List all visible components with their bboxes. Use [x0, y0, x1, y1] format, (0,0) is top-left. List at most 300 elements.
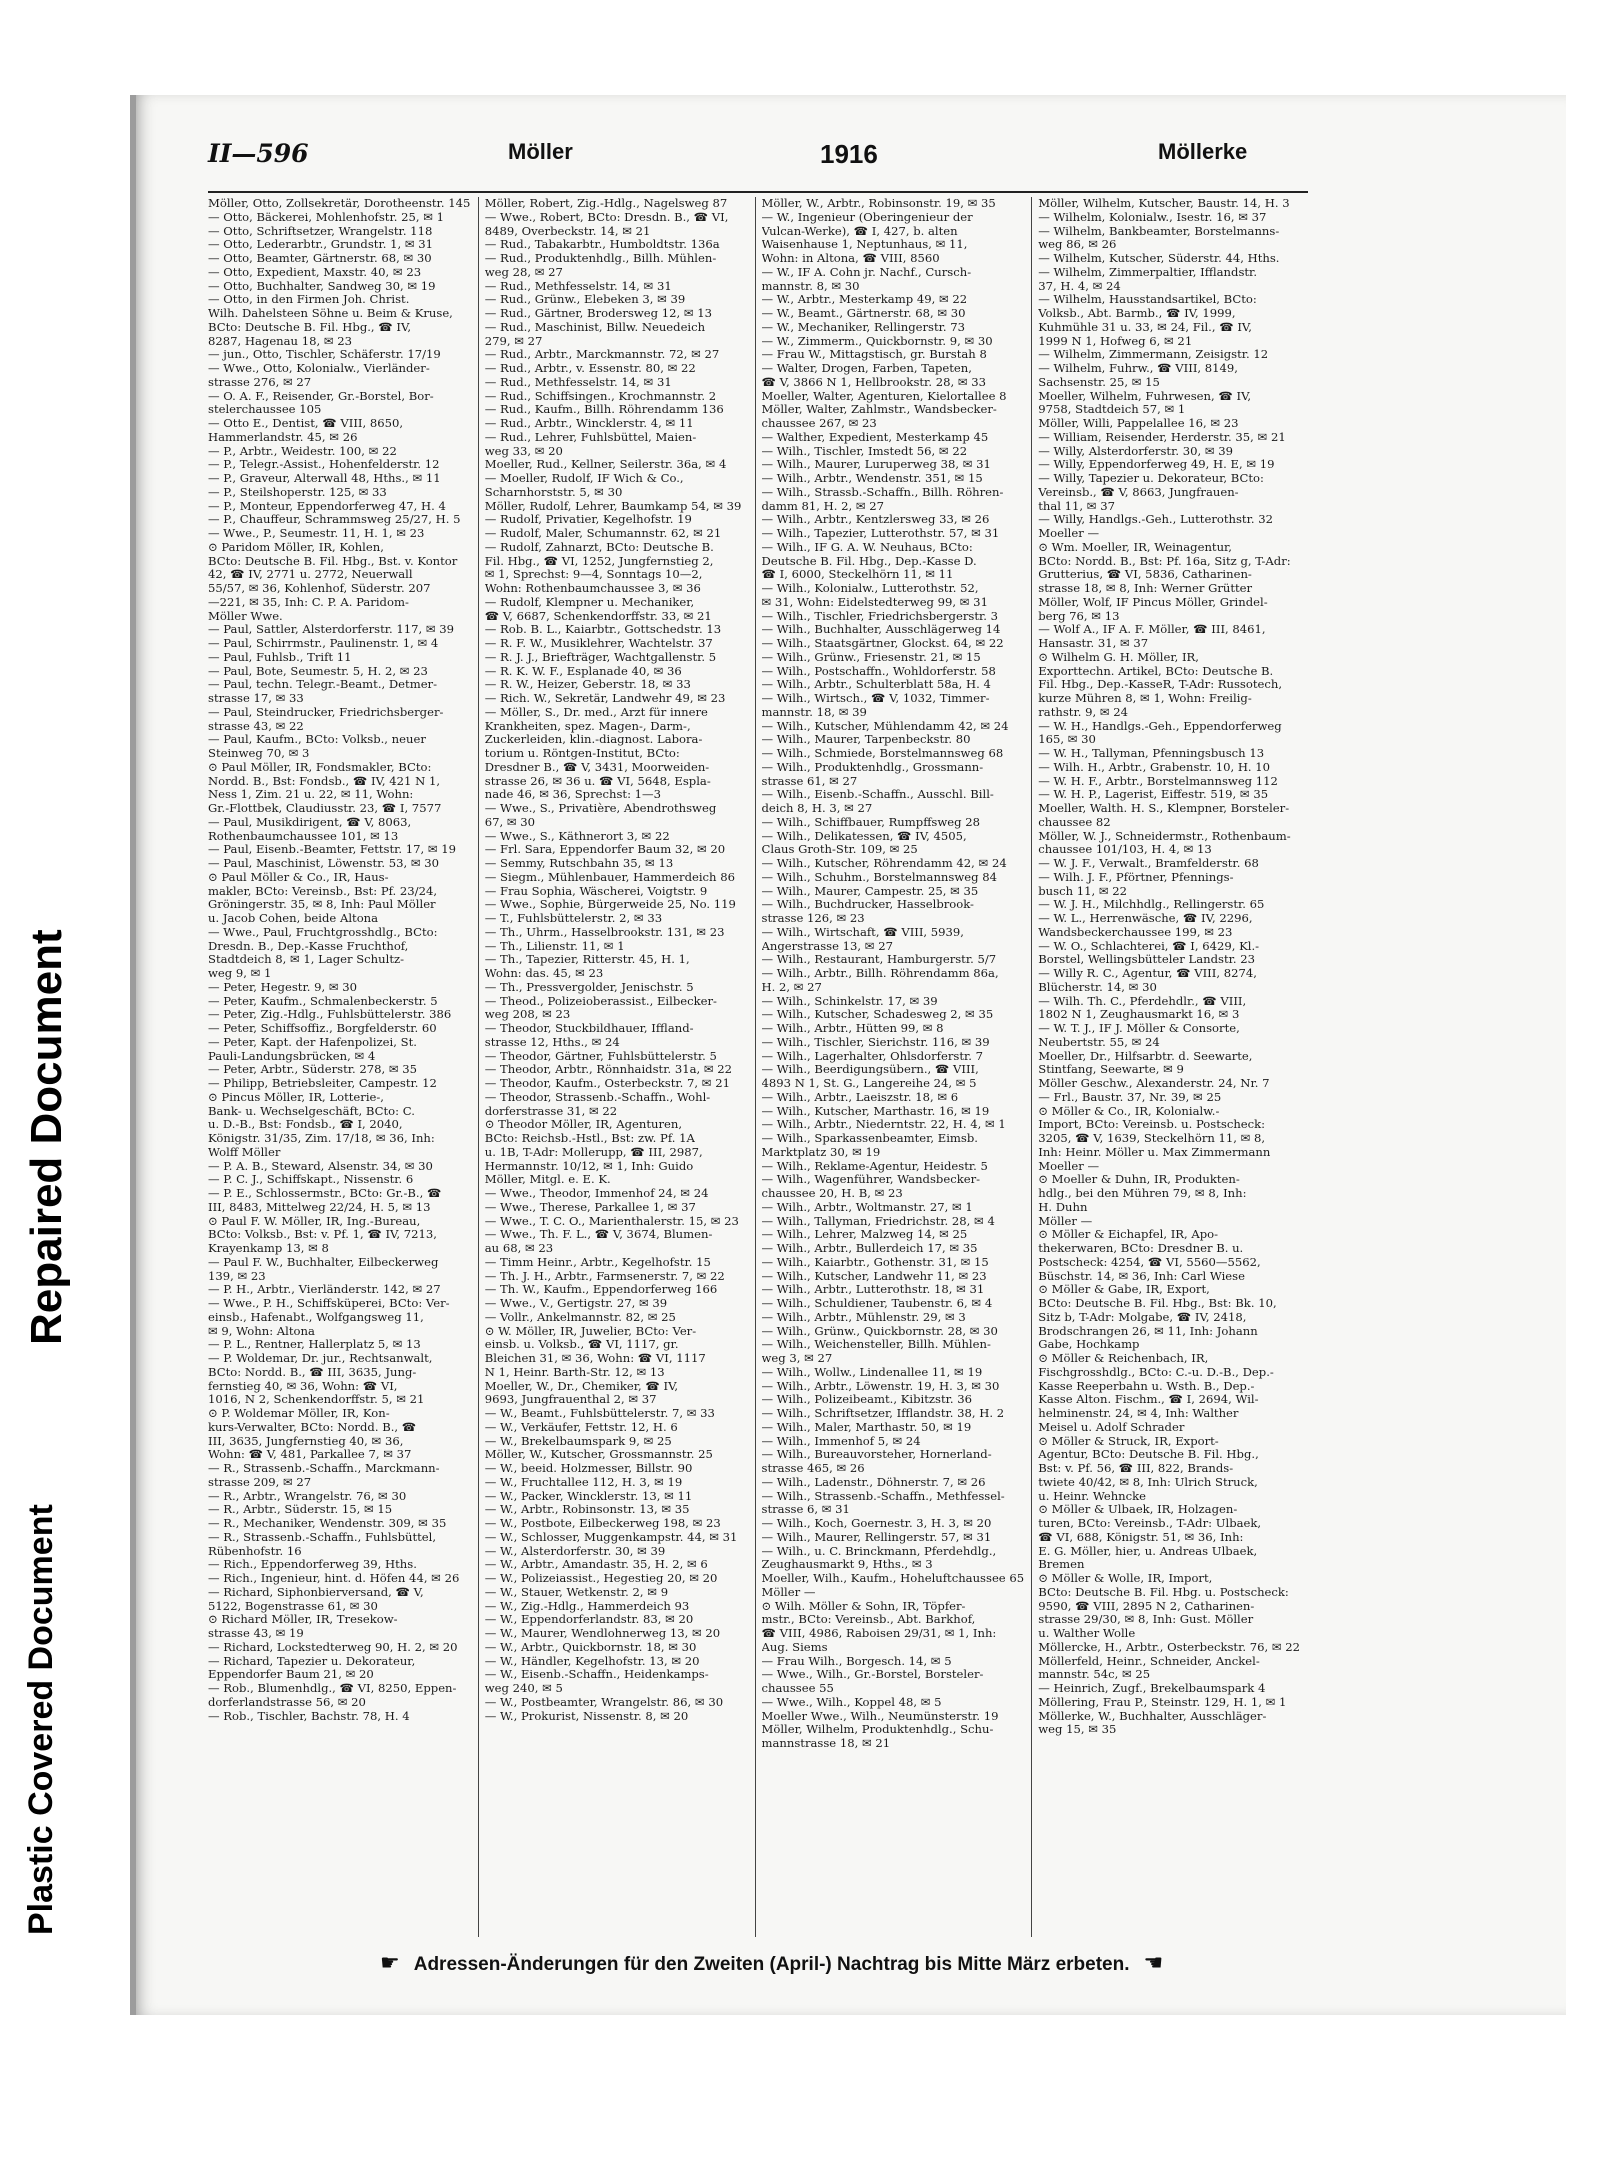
directory-entry: ⊙ Richard Möller, IR, Tresekow-	[208, 1612, 398, 1627]
directory-entry: — Wilh., Strassb.-Schaffn., Billh. Röhren-	[761, 484, 1004, 499]
directory-entry: ⊙ Paul Möller & Co., IR, Haus-	[208, 869, 389, 884]
directory-entry: Moeller, Dr., Hilfsarbtr. d. Seewarte,	[1038, 1048, 1253, 1063]
directory-entry: — Wwe., Th. F. L., ☎ V, 3674, Blumen-	[484, 1227, 713, 1242]
directory-entry: chaussee 267, ✉ 23	[761, 416, 877, 430]
directory-entry: Möller, Wolf, IF Pincus Möller, Grindel-	[1038, 594, 1268, 609]
left-running-head: Möller	[508, 139, 573, 164]
directory-entry: — Rud., Produktenhdlg., Billh. Mühlen-	[484, 251, 717, 265]
directory-entry: Möller Geschw., Alexanderstr. 24, Nr. 7	[1038, 1076, 1270, 1090]
directory-entry: ⊙ Theodor Möller, IR, Agenturen,	[484, 1117, 683, 1132]
directory-entry: — Wilhelm, Bankbeamter, Borstelmanns-	[1038, 223, 1280, 238]
directory-entry: — P. A. B., Steward, Alsenstr. 34, ✉ 30	[208, 1158, 433, 1173]
directory-entry: — Otto, Buchhalter, Sandweg 30, ✉ 19	[208, 278, 436, 293]
directory-entry: — Wilh., Kaiarbtr., Gothenstr. 31, ✉ 15	[761, 1254, 989, 1269]
directory-entry: — Willy R. C., Agentur, ☎ VIII, 8274,	[1038, 966, 1257, 980]
directory-entry: twiete 40/42, ✉ 8, Inh: Ulrich Struck,	[1038, 1474, 1258, 1489]
directory-entry: Gröningerstr. 35, ✉ 8, Inh: Paul Möller	[208, 897, 436, 912]
directory-entry: Grutterius, ☎ VI, 5836, Catharinen-	[1038, 567, 1252, 582]
directory-entry: ☎ V, 6687, Schenkendorffstr. 33, ✉ 21	[484, 608, 712, 623]
directory-entry: BCto: Nordd. B., Bst: Pf. 16a, Sitz g, T-Adr:	[1038, 553, 1291, 568]
directory-entry: — Wilh., Arbtr., Woltmanstr. 27, ✉ 1	[761, 1199, 973, 1214]
directory-entry: hdlg., bei den Mühren 79, ✉ 8, Inh:	[1038, 1186, 1247, 1200]
directory-entry: — P. E., Schlossermstr., BCto: Gr.-B., ☎	[208, 1186, 442, 1200]
directory-entry: — W. L., Herrenwäsche, ☎ IV, 2296,	[1038, 911, 1253, 925]
directory-entry: — W., Händler, Kegelhofstr. 13, ✉ 20	[484, 1653, 700, 1668]
directory-entry: mannstr. 8, ✉ 30	[761, 278, 860, 293]
directory-entry: kurze Mühren 8, ✉ 1, Wohn: Freilig-	[1038, 691, 1252, 705]
directory-entry: weg 208, ✉ 23	[484, 1007, 571, 1022]
directory-entry: Krankheiten, spez. Magen-, Darm-,	[484, 718, 691, 733]
directory-entry: — Wilh., Lagerhalter, Ohlsdorferstr. 7	[761, 1048, 984, 1063]
directory-entry: Rübenhofstr. 16	[208, 1543, 302, 1558]
directory-entry: — Wilh., Maurer, Tarpenbeckstr. 80	[761, 732, 971, 747]
directory-entry: 1016, N 2, Schenkendorffstr. 5, ✉ 21	[208, 1392, 425, 1407]
directory-entry: — W., Packer, Wincklerstr. 13, ✉ 11	[484, 1488, 693, 1503]
directory-entry: — W. H. F., Arbtr., Borstelmannsweg 112	[1038, 773, 1278, 788]
directory-entry: — Wilh., Schuldiener, Taubenstr. 6, ✉ 4	[761, 1296, 993, 1310]
directory-entry: — Peter, Hegestr. 9, ✉ 30	[208, 979, 357, 994]
directory-entry: ⊙ Möller & Reichenbach, IR,	[1038, 1351, 1209, 1365]
directory-entry: — Wilh., Arbtr., Hütten 99, ✉ 8	[761, 1021, 944, 1035]
directory-entry: Eppendorfer Baum 21, ✉ 20	[208, 1667, 374, 1682]
directory-entry: BCto: Reichsb.-Hstl., Bst: zw. Pf. 1A	[484, 1131, 695, 1145]
directory-entry: 3205, ☎ V, 1639, Steckelhörn 11, ✉ 8,	[1038, 1131, 1266, 1145]
directory-entry: Moeller —	[1038, 1158, 1100, 1173]
directory-entry: Waisenhause 1, Neptunhaus, ✉ 11,	[761, 237, 968, 252]
directory-entry: — Walther, Expedient, Mesterkamp 45	[761, 429, 989, 444]
directory-entry: — Wilh., Tapezier, Lutterothstr. 57, ✉ 31	[761, 526, 1000, 540]
directory-entry: Nordd. B., Bst: Fondsb., ☎ IV, 421 N 1,	[208, 773, 441, 788]
directory-entry: — Rich., Eppendorferweg 39, Hths.	[208, 1557, 417, 1572]
directory-entry: Möller, W., Kutscher, Grossmannstr. 25	[484, 1447, 713, 1462]
directory-entry: ⊙ Paridom Möller, IR, Kohlen,	[208, 539, 384, 554]
plastic-covered-label: Plastic Covered Document	[22, 1504, 60, 1935]
directory-entry: — Otto E., Dentist, ☎ VIII, 8650,	[208, 416, 404, 430]
directory-entry: ⊙ Paul Möller, IR, Fondsmakler, BCto:	[208, 759, 432, 774]
directory-entry: H. 2, ✉ 27	[761, 979, 822, 994]
directory-entry: — Wilh., Lehrer, Malzweg 14, ✉ 25	[761, 1227, 968, 1242]
directory-column-1	[208, 197, 479, 1937]
directory-entry: — Otto, Beamter, Gärtnerstr. 68, ✉ 30	[208, 251, 432, 265]
directory-entry: — Wwe., P., Seumestr. 11, H. 1, ✉ 23	[208, 526, 425, 540]
directory-entry: — Wilh., Arbtr., Löwenstr. 19, H. 3, ✉ 30	[761, 1378, 1000, 1393]
directory-entry: ⊙ W. Möller, IR, Juwelier, BCto: Ver-	[484, 1323, 697, 1338]
directory-entry: — Wwe., Otto, Kolonialw., Vierländer-	[208, 361, 430, 375]
directory-entry: BCto: Deutsche B. Fil. Hbg., Bst. v. Kontor	[208, 553, 458, 568]
directory-entry: u. D.-B., Bst: Fondsb., ☎ I, 2040,	[208, 1117, 403, 1132]
directory-entry: ✉ 31, Wohn: Eidelstedterweg 99, ✉ 31	[761, 594, 988, 609]
directory-entry: Wohn: ☎ V, 481, Parkallee 7, ✉ 37	[208, 1447, 412, 1462]
directory-entry: — Wilh., Weichensteller, Billh. Mühlen-	[761, 1337, 991, 1352]
directory-entry: — Wilh., IF G. A. W. Neuhaus, BCto:	[761, 539, 973, 554]
directory-entry: — R. J. J., Briefträger, Wachtgallenstr. 5	[484, 649, 717, 664]
directory-entry: — Th. W., Kaufm., Eppendorferweg 166	[484, 1282, 718, 1297]
directory-entry: strasse 26, ✉ 36 u. ☎ VI, 5648, Espla-	[484, 773, 711, 788]
directory-entry: — Wilh., Kolonialw., Lutterothstr. 52,	[761, 581, 979, 595]
directory-entry: BCto: Volksb., Bst: v. Pf. 1, ☎ IV, 7213,	[208, 1227, 437, 1242]
directory-entry: — Wilh., Kutscher, Mühlendamm 42, ✉ 24	[761, 718, 1009, 733]
directory-entry: 5122, Bogenstrasse 61, ✉ 30	[208, 1598, 378, 1613]
directory-entry: Import, BCto: Vereinsb. u. Postscheck:	[1038, 1117, 1266, 1132]
directory-entry: — Wilh., Sparkassenbeamter, Eimsb.	[761, 1131, 978, 1145]
directory-entry: — Th. J. H., Arbtr., Farmsenerstr. 7, ✉ 22	[484, 1268, 725, 1283]
directory-entry: Dresdner B., ☎ V, 3431, Moorweiden-	[484, 759, 710, 774]
directory-entry: — Rud., Grünw., Elebeken 3, ✉ 39	[484, 292, 686, 307]
directory-entry: BCto: Deutsche B. Fil. Hbg. u. Postscheck:	[1038, 1584, 1289, 1599]
directory-entry: — W., Fruchtallee 112, H. 3, ✉ 19	[484, 1474, 683, 1489]
directory-entry: — W., Brekelbaumspark 9, ✉ 25	[484, 1433, 672, 1448]
directory-entry: Büschstr. 14, ✉ 36, Inh: Carl Wiese	[1038, 1268, 1245, 1283]
directory-entry: stelerchaussee 105	[208, 402, 322, 417]
directory-entry: — R. F. W., Musiklehrer, Wachtelstr. 37	[484, 636, 713, 650]
directory-entry: — Philipp, Betriebsleiter, Campestr. 12	[208, 1076, 437, 1090]
directory-entry: — Wilh., Wagenführer, Wandsbecker-	[761, 1172, 981, 1187]
directory-entry: Wolff Möller	[208, 1144, 281, 1159]
directory-entry: — Wilh. Th. C., Pferdehdlr., ☎ VIII,	[1038, 993, 1247, 1008]
directory-entry: Postscheck: 4254, ☎ VI, 5560—5562,	[1038, 1254, 1261, 1269]
directory-entry: strasse 12, Hths., ✉ 24	[484, 1034, 620, 1049]
directory-entry: ⊙ Wm. Moeller, IR, Weinagentur,	[1038, 539, 1232, 554]
directory-entry: strasse 18, ✉ 8, Inh: Werner Grütter	[1038, 581, 1253, 595]
directory-entry: — Wilh., Maurer, Luruperweg 38, ✉ 31	[761, 457, 991, 472]
directory-entry: — Wwe., Wilh., Koppel 48, ✉ 5	[761, 1694, 942, 1709]
directory-entry: — Theodor, Stuckbildhauer, Iffland-	[484, 1021, 694, 1035]
directory-entry: 67, ✉ 30	[484, 814, 536, 829]
directory-entry: — Wwe., S., Privatière, Abendrothsweg	[484, 801, 717, 815]
directory-entry: — Wwe., Paul, Fruchtgrosshdlg., BCto:	[208, 924, 438, 939]
directory-entry: — Paul, Fuhlsb., Trift 11	[208, 649, 352, 664]
directory-entry: Möllerke, W., Buchhalter, Ausschläger-	[1038, 1708, 1267, 1723]
directory-entry: — Otto, Lederarbtr., Grundstr. 1, ✉ 31	[208, 237, 434, 252]
directory-entry: — W., Beamt., Gärtnerstr. 68, ✉ 30	[761, 306, 966, 320]
directory-entry: Moeller, Wilh., Kaufm., Hoheluftchaussee 65	[761, 1571, 1025, 1585]
directory-entry: Rothenbaumchaussee 101, ✉ 13	[208, 828, 399, 843]
directory-entry: E. G. Möller, hier, u. Andreas Ulbaek,	[1038, 1543, 1258, 1558]
directory-entry: — P. L., Rentner, Hallerplatz 5, ✉ 13	[208, 1337, 421, 1352]
directory-entry: — W., Zig.-Hdlg., Hammerdeich 93	[484, 1598, 690, 1613]
directory-entry: — Rich. W., Sekretär, Landwehr 49, ✉ 23	[484, 691, 726, 705]
directory-entry: — W., Postbote, Eilbeckerweg 198, ✉ 23	[484, 1516, 721, 1530]
directory-entry: — Rud., Schiffsingen., Krochmannstr. 2	[484, 388, 717, 403]
directory-entry: weg 9, ✉ 1	[208, 966, 272, 980]
directory-entry: — Wilh., Ladenstr., Döhnerstr. 7, ✉ 26	[761, 1474, 986, 1489]
directory-entry: ⊙ Möller & Struck, IR, Export-	[1038, 1433, 1219, 1448]
directory-entry: — Rudolf, Maler, Schumannstr. 62, ✉ 21	[484, 526, 722, 540]
directory-entry: — P., Steilshoperstr. 125, ✉ 33	[208, 484, 387, 499]
directory-entry: Gr.-Flottbek, Claudiusstr. 23, ☎ I, 7577	[208, 801, 442, 815]
directory-entry: — Th., Tapezier, Ritterstr. 45, H. 1,	[484, 952, 690, 967]
directory-entry: — Willy, Alsterdorferstr. 30, ✉ 39	[1038, 443, 1233, 458]
directory-entry: — P., Arbtr., Weidestr. 100, ✉ 22	[208, 443, 397, 458]
directory-entry: Möllerfeld, Heinr., Schneider, Anckel-	[1038, 1653, 1260, 1668]
directory-entry: Fischgrosshdlg., BCto: C.-u. D.-B., Dep.-	[1038, 1364, 1274, 1379]
directory-entry: — W., Zimmerm., Quickbornstr. 9, ✉ 30	[761, 333, 993, 348]
directory-entry: — W., Eppendorferlandstr. 83, ✉ 20	[484, 1612, 694, 1627]
directory-entry: strasse 126, ✉ 23	[761, 911, 865, 925]
directory-entry: Scharnhorststr. 5, ✉ 30	[484, 484, 623, 499]
directory-entry: — Rich., Ingenieur, hint. d. Höfen 44, ✉ 26	[208, 1571, 460, 1585]
directory-entry: — Rud., Arbtr., v. Essenstr. 80, ✉ 22	[484, 361, 696, 375]
directory-entry: — Wilh., Bureauvorsteher, Hornerland-	[761, 1447, 992, 1462]
directory-entry: — Wwe., T. C. O., Marienthalerstr. 15, ✉ 23	[484, 1213, 739, 1228]
directory-entry: — Wilh., Arbtr., Billh. Röhrendamm 86a,	[761, 966, 999, 980]
directory-entry: ⊙ Möller & Co., IR, Kolonialw.-	[1038, 1103, 1220, 1118]
directory-entry: — Wilh., Schmiede, Borstelmannsweg 68	[761, 746, 1004, 760]
directory-entry: BCto: Nordd. B., ☎ III, 3635, Jung-	[208, 1364, 417, 1379]
directory-entry: — Rud., Kaufm., Billh. Röhrendamm 136	[484, 402, 724, 417]
directory-entry: — Wilhelm, Zimmerpaltier, Ifflandstr.	[1038, 264, 1258, 279]
directory-entry: — Rob. B. L., Kaiarbtr., Gottschedstr. 13	[484, 622, 722, 637]
directory-entry: BCto: Deutsche B. Fil. Hbg., ☎ IV,	[208, 319, 412, 334]
directory-entry: einsb., Hafenabt., Wolfgangsweg 11,	[208, 1309, 424, 1324]
directory-entry: 9590, ☎ VIII, 2895 N 2, Catharinen-	[1038, 1598, 1255, 1613]
directory-entry: Moeller —	[1038, 526, 1100, 540]
directory-entry: — Wilh. J. F., Pförtner, Pfennings-	[1038, 869, 1234, 884]
directory-entry: Wohn: das. 45, ✉ 23	[484, 966, 604, 980]
directory-entry: Möller —	[1038, 1213, 1093, 1228]
directory-entry: — Wilh., Arbtr., Wendenstr. 351, ✉ 15	[761, 471, 983, 485]
pointing-hand-left-icon: ☛	[380, 1951, 400, 1976]
directory-entry: 1999 N 1, Hofweg 6, ✉ 21	[1038, 333, 1193, 348]
directory-entry: — W. O., Schlachterei, ☎ I, 6429, Kl.-	[1038, 938, 1260, 953]
directory-entry: — Wilh., Maurer, Rellingerstr. 57, ✉ 31	[761, 1529, 992, 1544]
directory-entry: — Richard, Lockstedterweg 90, H. 2, ✉ 20	[208, 1639, 458, 1654]
directory-entry: — R., Strassenb.-Schaffn., Marckmann-	[208, 1461, 440, 1475]
directory-entry: — Frl. Sara, Eppendorfer Baum 32, ✉ 20	[484, 842, 726, 857]
directory-entry: u. Heinr. Wehncke	[1038, 1488, 1147, 1503]
directory-entry: — W. T. J., IF J. Möller & Consorte,	[1038, 1021, 1240, 1035]
page-number: II—596	[208, 139, 309, 168]
directory-entry: — Theodor, Gärtner, Fuhlsbüttelerstr. 5	[484, 1048, 717, 1063]
directory-entry: — W., Ingenieur (Oberingenieur der	[761, 209, 973, 224]
directory-entry: Kuhmühle 31 u. 33, ✉ 24, Fil., ☎ IV,	[1038, 319, 1252, 334]
directory-entry: Aug. Siems	[761, 1639, 828, 1654]
directory-entry: dorferstrasse 31, ✉ 22	[484, 1103, 618, 1118]
directory-entry: Vereinsb., ☎ V, 8663, Jungfrauen-	[1038, 484, 1239, 499]
directory-entry: au 68, ✉ 23	[484, 1241, 554, 1255]
directory-entry: Exporttechn. Artikel, BCto: Deutsche B.	[1038, 663, 1274, 678]
directory-entry: — Wilh., Wirtschaft, ☎ VIII, 5939,	[761, 924, 964, 939]
binding-strip	[0, 0, 130, 2177]
directory-entry: — Wilhelm, Kolonialw., Isestr. 16, ✉ 37	[1038, 209, 1267, 224]
directory-entry: — O. A. F., Reisender, Gr.-Borstel, Bor-	[208, 388, 434, 403]
directory-entry: — Paul, Maschinist, Löwenstr. 53, ✉ 30	[208, 856, 440, 870]
directory-entry: — Timm Heinr., Arbtr., Kegelhofstr. 15	[484, 1254, 711, 1269]
header-rule	[208, 191, 1308, 193]
directory-entry: — R., Mechaniker, Wendenstr. 309, ✉ 35	[208, 1516, 447, 1530]
directory-entry: Fil. Hbg., Dep.-KasseR, T-Adr: Russotech,	[1038, 677, 1283, 692]
directory-entry: chaussee 101/103, H. 4, ✉ 13	[1038, 842, 1212, 857]
directory-entry: — Rob., Tischler, Bachstr. 78, H. 4	[208, 1708, 410, 1723]
directory-entry: — Paul, Schirrmstr., Paulinenstr. 1, ✉ 4	[208, 636, 439, 650]
directory-entry: — R., Arbtr., Süderstr. 15, ✉ 15	[208, 1502, 393, 1517]
directory-entry: — Wilh., Buchhalter, Ausschlägerweg 14	[761, 622, 1001, 637]
directory-entry: mannstr. 54c, ✉ 25	[1038, 1667, 1151, 1682]
directory-entry: — Wilh., Arbtr., Lutterothstr. 18, ✉ 31	[761, 1282, 985, 1297]
directory-entry: — Wilh., Schiffbauer, Rumpffsweg 28	[761, 814, 981, 829]
directory-entry: — Rudolf, Klempner u. Mechaniker,	[484, 594, 695, 609]
directory-entry: — W., Postbeamter, Wrangelstr. 86, ✉ 30	[484, 1694, 724, 1709]
directory-entry: — P., Chauffeur, Schrammsweg 25/27, H. 5	[208, 512, 461, 527]
directory-entry: Moeller, Walter, Agenturen, Kielortallee 8	[761, 388, 1007, 403]
directory-entry: — Wilh., Staatsgärtner, Glockst. 64, ✉ 22	[761, 636, 1004, 650]
directory-entry: — Wwe., Therese, Parkallee 1, ✉ 37	[484, 1199, 696, 1214]
directory-entry: Sitz b, T-Adr: Molgabe, ☎ IV, 2418,	[1038, 1309, 1247, 1324]
directory-entry: — Wolf A., IF A. F. Möller, ☎ III, 8461,	[1038, 622, 1266, 637]
directory-entry: — Wilh., Schriftsetzer, Ifflandstr. 38, H. 2	[761, 1406, 1005, 1420]
directory-entry: 42, ☎ IV, 2771 u. 2772, Neuerwall	[208, 567, 413, 582]
directory-entry: — Peter, Schiffsoffiz., Borgfelderstr. 60	[208, 1021, 437, 1035]
directory-entry: Meisel u. Adolf Schrader	[1038, 1419, 1185, 1434]
directory-entry: u. Jacob Cohen, beide Altona	[208, 911, 379, 925]
directory-entry: — W., Stauer, Wetkenstr. 2, ✉ 9	[484, 1584, 669, 1599]
directory-entry: Steinweg 70, ✉ 3	[208, 746, 310, 760]
footer-text: Adressen-Änderungen für den Zweiten (April-) Nachtrag bis Mitte März erbeten.	[413, 1954, 1130, 1975]
directory-entry: einsb. u. Volksb., ☎ VI, 1117, gr.	[484, 1337, 679, 1352]
directory-entry: — W. H. P., Lagerist, Eiffestr. 519, ✉ 35	[1038, 787, 1269, 802]
directory-entry: 8489, Overbeckstr. 14, ✉ 21	[484, 223, 651, 238]
directory-entry: — W., Arbtr., Mesterkamp 49, ✉ 22	[761, 292, 968, 307]
directory-entry: —221, ✉ 35, Inh: C. P. A. Paridom-	[208, 594, 409, 609]
directory-entry: 279, ✉ 27	[484, 333, 543, 348]
directory-entry: — Wilhelm, Zimmermann, Zeisigstr. 12	[1038, 347, 1269, 362]
directory-entry: ⊙ Paul F. W. Möller, IR, Ing.-Bureau,	[208, 1213, 421, 1228]
directory-entry: chaussee 82	[1038, 814, 1111, 829]
directory-entry: — Willy, Tapezier u. Dekorateur, BCto:	[1038, 471, 1264, 485]
directory-entry: mannstr. 18, ✉ 39	[761, 704, 867, 719]
directory-entry: — W. H., Tallyman, Pfenningsbusch 13	[1038, 746, 1265, 760]
directory-entry: Hammerlandstr. 45, ✉ 26	[208, 429, 358, 444]
directory-entry: nade 46, ✉ 36, Sprechst: 1—3	[484, 787, 662, 802]
directory-column-4	[1038, 197, 1308, 1937]
directory-entry: ⊙ Möller & Ulbaek, IR, Holzagen-	[1038, 1502, 1238, 1517]
directory-entry: chaussee 55	[761, 1681, 834, 1695]
directory-entry: — Wilh., Arbtr., Niederntstr. 22, H. 4, ✉ 1	[761, 1117, 1006, 1132]
directory-entry: 37, H. 4, ✉ 24	[1038, 278, 1121, 293]
directory-entry: — R., Arbtr., Wrangelstr. 76, ✉ 30	[208, 1488, 407, 1503]
directory-entry: — Rud., Arbtr., Wincklerstr. 4, ✉ 11	[484, 416, 694, 430]
directory-entry: — Wilhelm, Hausstandsartikel, BCto:	[1038, 292, 1257, 307]
directory-entry: — Wwe., P. H., Schiffsküperei, BCto: Ver-	[208, 1296, 450, 1310]
directory-entry: — Th., Uhrm., Hasselbrookstr. 131, ✉ 23	[484, 924, 725, 939]
directory-entry: — Paul, Musikdirigent, ☎ V, 8063,	[208, 814, 412, 829]
directory-entry: ⊙ Moeller & Duhn, IR, Produkten-	[1038, 1172, 1240, 1187]
directory-entry: Angerstrasse 13, ✉ 27	[761, 938, 893, 953]
directory-entry: — Frl., Baustr. 37, Nr. 39, ✉ 25	[1038, 1089, 1222, 1104]
directory-column-3	[762, 197, 1033, 1937]
directory-entry: — Wilh., Beerdigungsübern., ☎ VIII,	[761, 1062, 979, 1077]
directory-entry: Kasse Alton. Fischm., ☎ I, 2694, Wil-	[1038, 1392, 1259, 1407]
directory-entry: Möller, Walter, Zahlmstr., Wandsbecker-	[761, 402, 997, 417]
directory-entry: — Wilh., Wollw., Lindenallee 11, ✉ 19	[761, 1364, 983, 1379]
directory-entry: — Paul, Steindrucker, Friedrichsberger-	[208, 704, 444, 719]
directory-entry: ☎ I, 6000, Steckelhörn 11, ✉ 11	[761, 567, 954, 582]
directory-entry: — Wwe., V., Gertigstr. 27, ✉ 39	[484, 1296, 668, 1310]
directory-entry: ⊙ Pincus Möller, IR, Lotterie-,	[208, 1089, 384, 1104]
directory-entry: Möller —	[761, 1584, 816, 1599]
directory-entry: ⊙ Möller & Wolle, IR, Import,	[1038, 1571, 1213, 1585]
directory-entry: — Rud., Methfesselstr. 14, ✉ 31	[484, 278, 672, 293]
directory-year: 1916	[820, 139, 878, 169]
directory-entry: u. 1B, T-Adr: Mollerupp, ☎ III, 2987,	[484, 1144, 703, 1159]
directory-entry: — Wilh., u. C. Brinckmann, Pferdehdlg.,	[761, 1543, 997, 1558]
directory-entry: — Wilh., Tischler, Friedrichsbergerstr. 3	[761, 608, 998, 623]
directory-entry: — William, Reisender, Herderstr. 35, ✉ 21	[1038, 429, 1286, 444]
directory-entry: Wohn: Rothenbaumchaussee 3, ✉ 36	[484, 581, 701, 595]
directory-entry: strasse 61, ✉ 27	[761, 773, 858, 788]
directory-entry: — Wilh., Eisenb.-Schaffn., Ausschl. Bill-	[761, 787, 994, 802]
directory-entry: — Wilh., Kutscher, Schadesweg 2, ✉ 35	[761, 1007, 994, 1022]
directory-entry: Deutsche B. Fil. Hbg., Dep.-Kasse D.	[761, 553, 977, 568]
directory-entry: — Wilh., Kutscher, Röhrendamm 42, ✉ 24	[761, 856, 1007, 870]
directory-entry: — Wilh., Arbtr., Schulterblatt 58a, H. 4	[761, 677, 991, 692]
directory-entry: — Wilh., Schuhm., Borstelmannsweg 84	[761, 869, 997, 884]
pointing-hand-right-icon: ☚	[1143, 1951, 1164, 1976]
directory-entry: Agentur, BCto: Deutsche B. Fil. Hbg.,	[1038, 1447, 1259, 1462]
directory-entry: weg 3, ✉ 27	[761, 1351, 833, 1365]
directory-entry: Stadtdeich 8, ✉ 1, Lager Schultz-	[208, 952, 405, 967]
directory-entry: — Paul, techn. Telegr.-Beamt., Detmer-	[208, 677, 438, 692]
directory-entry: busch 11, ✉ 22	[1038, 883, 1128, 898]
directory-entry: helminenstr. 24, ✉ 4, Inh: Walther	[1038, 1406, 1239, 1420]
directory-entry: — T., Fuhlsbüttelerstr. 2, ✉ 33	[484, 911, 663, 925]
directory-entry: Hermannstr. 10/12, ✉ 1, Inh: Guido	[484, 1158, 694, 1173]
directory-entry: H. Duhn	[1038, 1199, 1088, 1214]
directory-entry: — Frau Sophia, Wäscherei, Voigtstr. 9	[484, 883, 708, 898]
directory-entry: Volksb., Abt. Barmb., ☎ IV, 1999,	[1038, 306, 1236, 320]
directory-entry: — Semmy, Rutschbahn 35, ✉ 13	[484, 856, 674, 870]
directory-entry: Neubertstr. 55, ✉ 24	[1038, 1034, 1160, 1049]
directory-entry: — Wilh., Koch, Goernestr. 3, H. 3, ✉ 20	[761, 1516, 992, 1530]
directory-entry: ☎ VI, 688, Königstr. 51, ✉ 36, Inh:	[1038, 1529, 1244, 1544]
directory-entry: Borstel, Wellingsbütteler Landstr. 23	[1038, 952, 1255, 967]
directory-entry: ⊙ Wilhelm G. H. Möller, IR,	[1038, 649, 1199, 664]
directory-entry: Sachsenstr. 25, ✉ 15	[1038, 374, 1160, 389]
directory-entry: Moeller, Rud., Kellner, Seilerstr. 36a, ✉ 4	[484, 457, 727, 472]
directory-entry: thal 11, ✉ 37	[1038, 498, 1115, 513]
directory-entry: — W., Arbtr., Robinsonstr. 13, ✉ 35	[484, 1502, 690, 1517]
directory-entry: — Moeller, Rudolf, IF Wich & Co.,	[484, 471, 684, 485]
directory-entry: — Wilh., Maurer, Campestr. 25, ✉ 35	[761, 883, 979, 898]
directory-entry: — Theodor, Arbtr., Rönnhaidstr. 31a, ✉ 22	[484, 1062, 733, 1077]
directory-entry: — W., Verkäufer, Fettstr. 12, H. 6	[484, 1419, 678, 1434]
directory-entry: — R., Strassenb.-Schaffn., Fuhlsbüttel,	[208, 1529, 437, 1544]
directory-entry: weg 86, ✉ 26	[1038, 237, 1117, 252]
directory-entry: — Rud., Methfesselstr. 14, ✉ 31	[484, 374, 672, 389]
directory-entry: rathstr. 9, ✉ 24	[1038, 704, 1128, 719]
directory-entry: 165, ✉ 30	[1038, 732, 1096, 747]
directory-entry: — Willy, Eppendorferweg 49, H. E, ✉ 19	[1038, 457, 1275, 472]
directory-entry: kurs-Verwalter, BCto: Nordd. B., ☎	[208, 1419, 417, 1434]
directory-entry: strasse 17, ✉ 33	[208, 691, 304, 705]
directory-entry: Wohn: in Altona, ☎ VIII, 8560	[761, 251, 940, 265]
directory-entry: Krayenkamp 13, ✉ 8	[208, 1241, 329, 1255]
directory-entry: — Rud., Arbtr., Marckmannstr. 72, ✉ 27	[484, 347, 720, 362]
directory-entry: Möller, Wilhelm, Produktenhdlg., Schu-	[761, 1722, 994, 1737]
directory-entry: Königstr. 31/35, Zim. 17/18, ✉ 36, Inh:	[208, 1131, 435, 1145]
directory-entry: — P. Woldemar, Dr. jur., Rechtsanwalt,	[208, 1351, 433, 1365]
directory-entry: Kasse Reeperbahn u. Wsth. B., Dep.-	[1038, 1378, 1255, 1393]
directory-entry: Inh: Heinr. Möller u. Max Zimmermann	[1038, 1144, 1271, 1159]
directory-entry: — W. H., Handlgs.-Geh., Eppendorferweg	[1038, 718, 1282, 733]
directory-entry: Fil. Hbg., ☎ VI, 1252, Jungfernstieg 2,	[484, 553, 714, 568]
directory-entry: — W., Maurer, Wendlohnerweg 13, ✉ 20	[484, 1626, 721, 1640]
directory-entry: — W., Arbtr., Amandastr. 35, H. 2, ✉ 6	[484, 1557, 708, 1572]
directory-entry: Pauli-Landungsbrücken, ✉ 4	[208, 1048, 376, 1063]
directory-entry: Moeller, Wilhelm, Fuhrwesen, ☎ IV,	[1038, 388, 1252, 403]
directory-entry: ⊙ Möller & Gabe, IR, Export,	[1038, 1282, 1210, 1297]
directory-entry: Möller, Otto, Zollsekretär, Dorotheenstr. 145	[208, 197, 471, 210]
